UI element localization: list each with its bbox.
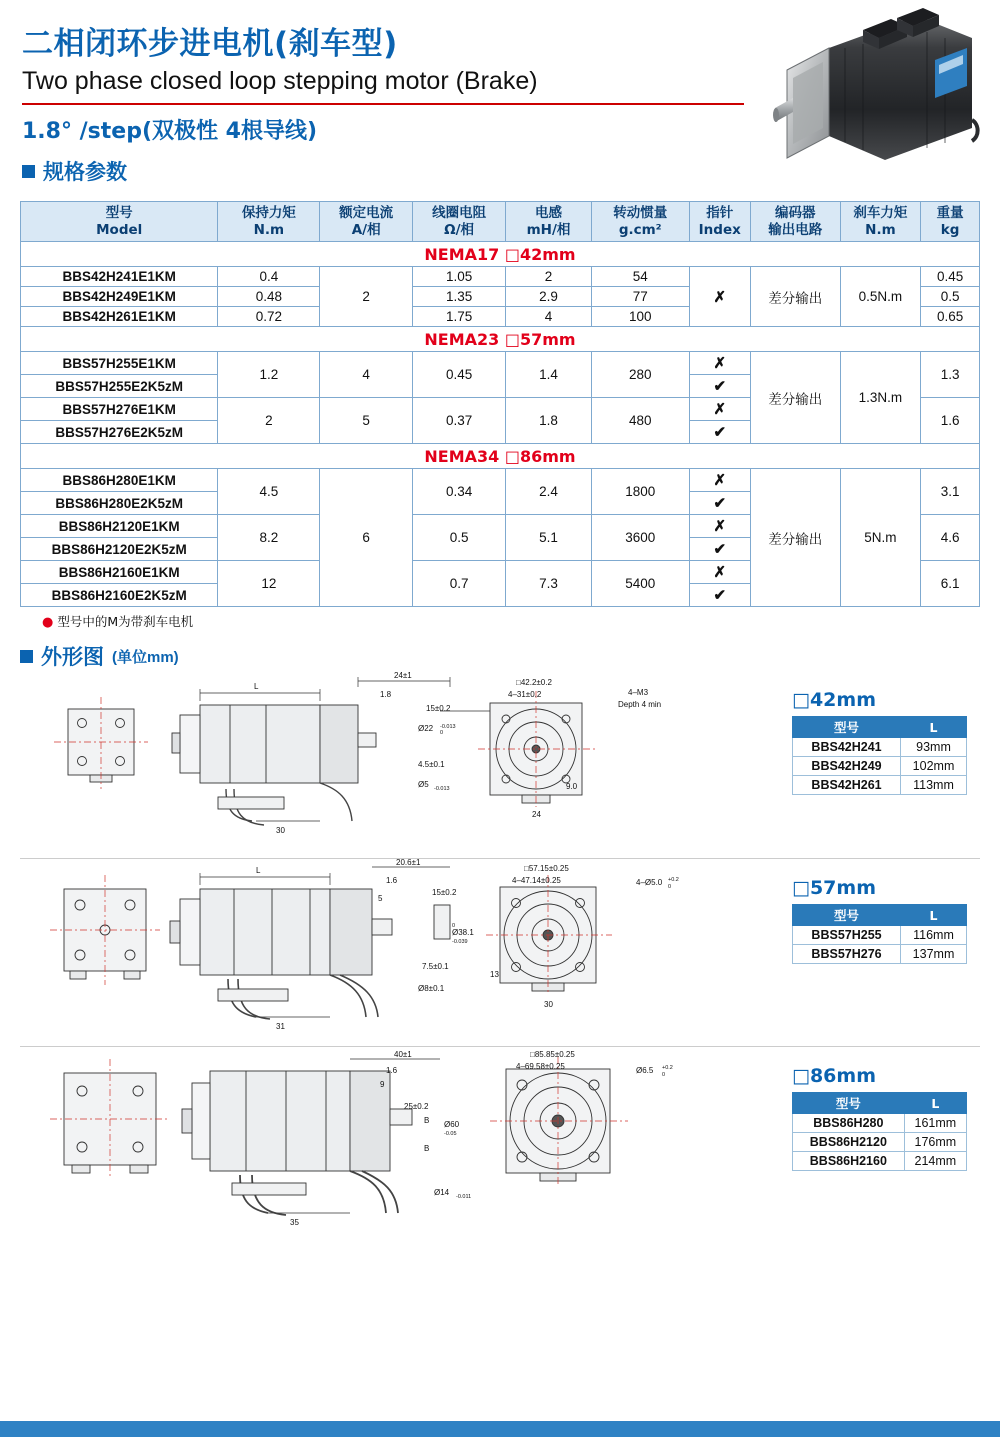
cell-index: ✔ [689,375,750,398]
drawing-block-42 [20,671,980,859]
size-panel-42 [792,689,972,795]
cell-weight: 1.6 [921,398,980,444]
cell-model: BBS86H280E1KM [21,469,218,492]
cell-model: BBS86H2120E2K5zM [21,538,218,561]
size-row [793,1114,967,1133]
svg-text:9: 9 [380,1080,385,1089]
cell-torque: 4.5 [218,469,320,515]
svg-text:Ø8±0.1: Ø8±0.1 [418,984,445,993]
svg-text:□42.2±0.2: □42.2±0.2 [516,678,552,687]
cell-model: BBS42H241E1KM [21,267,218,287]
svg-text:25±0.2: 25±0.2 [404,1102,429,1111]
svg-text:24: 24 [532,810,541,819]
cell-inertia: 480 [591,398,689,444]
svg-text:4–47.14±0.25: 4–47.14±0.25 [512,876,561,885]
cell-encoder: 差分输出 [750,352,840,444]
cell-inertia: 1800 [591,469,689,515]
size-row [793,945,967,964]
cell-model: BBS57H276E1KM [21,398,218,421]
section-header-outline [20,641,980,671]
svg-text:L: L [256,866,261,875]
svg-text:40±1: 40±1 [394,1050,412,1059]
outline-drawings [0,671,1000,1235]
size-length: 113mm [901,776,967,795]
svg-text:Ø60: Ø60 [444,1120,460,1129]
col-rated-current: 额定电流 A/相 [320,202,413,242]
cell-model: BBS42H249E1KM [21,287,218,307]
cell-weight: 1.3 [921,352,980,398]
svg-text:15±0.2: 15±0.2 [426,704,451,713]
cell-model: BBS57H276E2K5zM [21,421,218,444]
spec-table-head [21,202,980,242]
size-model: BBS57H255 [793,926,901,945]
cell-inertia: 77 [591,287,689,307]
col-resistance: 线圈电阻 Ω/相 [413,202,506,242]
size-model: BBS86H280 [793,1114,905,1133]
svg-text:4.5±0.1: 4.5±0.1 [418,760,445,769]
cell-brake: 0.5N.m [840,267,921,327]
spec-table-body [21,242,980,607]
cell-index: ✔ [689,421,750,444]
cell-model: BBS86H280E2K5zM [21,492,218,515]
cell-resistance: 0.7 [413,561,506,607]
svg-text:5: 5 [378,894,383,903]
cell-inertia: 3600 [591,515,689,561]
svg-text:Ø6.5: Ø6.5 [636,1066,654,1075]
svg-text:□85.85±0.25: □85.85±0.25 [530,1050,575,1059]
size-length: 161mm [904,1114,966,1133]
size-length: 137mm [901,945,967,964]
svg-text:B: B [424,1144,430,1153]
size-row [793,776,967,795]
size-table-57 [792,904,967,964]
svg-text:0: 0 [668,884,672,890]
svg-text:Ø5: Ø5 [418,780,429,789]
size-title-86: □86mm [792,1065,876,1087]
size-length: 214mm [904,1152,966,1171]
svg-text:4–Ø5.0: 4–Ø5.0 [636,878,663,887]
svg-text:30: 30 [276,826,285,835]
svg-text:7.5±0.1: 7.5±0.1 [422,962,449,971]
group-header-row [21,242,980,267]
group-label-nema23: NEMA23 □57mm [21,327,980,352]
drawing-block-57 [20,859,980,1047]
svg-text:4–69.58±0.25: 4–69.58±0.25 [516,1062,565,1071]
svg-text:4–31±0.2: 4–31±0.2 [508,690,542,699]
cell-inductance: 2 [506,267,592,287]
svg-text:15±0.2: 15±0.2 [432,888,457,897]
svg-text:0: 0 [452,923,456,929]
cell-encoder: 差分输出 [750,267,840,327]
cell-resistance: 1.75 [413,307,506,327]
size-col-length: L [901,905,967,926]
size-col-model: 型号 [793,905,901,926]
cell-model: BBS86H2160E1KM [21,561,218,584]
cell-inertia: 280 [591,352,689,398]
cell-resistance: 0.37 [413,398,506,444]
cell-index: ✗ [689,515,750,538]
size-col-model: 型号 [793,717,901,738]
svg-text:Ø14: Ø14 [434,1188,450,1197]
col-weight: 重量 kg [921,202,980,242]
drawing-42-svg [20,671,750,859]
svg-text:+0.2: +0.2 [668,877,679,883]
cell-torque: 1.2 [218,352,320,398]
size-length: 116mm [901,926,967,945]
size-panel-86 [792,1065,972,1171]
drawing-57-svg [20,859,750,1047]
group-label-nema34: NEMA34 □86mm [21,444,980,469]
cell-model: BBS42H261E1KM [21,307,218,327]
cell-torque: 2 [218,398,320,444]
col-holding-torque: 保持力矩 N.m [218,202,320,242]
table-row [21,352,980,375]
size-row [793,1133,967,1152]
spec-table-wrap [0,201,1000,671]
group-header-row [21,327,980,352]
cell-resistance: 0.45 [413,352,506,398]
section-title-spec: 规格参数 [43,160,127,184]
size-model: BBS42H261 [793,776,901,795]
cell-current: 5 [320,398,413,444]
cell-index: ✗ [689,469,750,492]
col-inertia: 转动惯量 g.cm² [591,202,689,242]
cell-current: 2 [320,267,413,327]
cell-index: ✔ [689,584,750,607]
col-brake-torque: 刹车力矩 N.m [840,202,921,242]
size-model: BBS86H2160 [793,1152,905,1171]
svg-text:0: 0 [440,730,444,736]
cell-weight: 6.1 [921,561,980,607]
table-row [21,469,980,492]
cell-inductance: 5.1 [506,515,592,561]
cell-brake: 5N.m [840,469,921,607]
cell-inductance: 2.4 [506,469,592,515]
cell-index: ✗ [689,267,750,327]
size-model: BBS42H241 [793,738,901,757]
cell-model: BBS86H2160E2K5zM [21,584,218,607]
bullet-square-icon [22,165,35,178]
svg-text:35: 35 [290,1218,299,1227]
cell-weight: 0.65 [921,307,980,327]
footer-bar [0,1421,1000,1437]
cell-encoder: 差分输出 [750,469,840,607]
svg-text:9.0: 9.0 [566,782,578,791]
cell-inductance: 1.4 [506,352,592,398]
svg-text:1.8: 1.8 [380,690,392,699]
svg-text:13: 13 [490,970,499,979]
cell-inertia: 54 [591,267,689,287]
size-model: BBS86H2120 [793,1133,905,1152]
col-model: 型号 Model [21,202,218,242]
table-row [21,267,980,287]
size-row [793,1152,967,1171]
svg-text:20.6±1: 20.6±1 [396,859,421,867]
section-title-outline-unit: (单位mm) [112,648,179,666]
cell-current: 6 [320,469,413,607]
svg-text:1.6: 1.6 [386,876,398,885]
size-table-42 [792,716,967,795]
svg-text:+0.2: +0.2 [662,1065,673,1071]
svg-text:Ø22: Ø22 [418,724,434,733]
cell-index: ✔ [689,492,750,515]
svg-text:31: 31 [276,1022,285,1031]
page-header [0,0,1000,195]
svg-text:4–M3: 4–M3 [628,688,649,697]
size-panel-57 [792,877,972,964]
cell-weight: 0.5 [921,287,980,307]
cell-model: BBS57H255E1KM [21,352,218,375]
spec-table [20,201,980,607]
cell-weight: 0.45 [921,267,980,287]
cell-index: ✗ [689,398,750,421]
size-col-model: 型号 [793,1093,905,1114]
col-encoder: 编码器 输出电路 [750,202,840,242]
cell-torque: 0.4 [218,267,320,287]
svg-text:0: 0 [662,1072,666,1078]
svg-text:30: 30 [544,1000,553,1009]
cell-inertia: 5400 [591,561,689,607]
motor-photo [767,8,982,198]
bullet-square-icon [20,650,33,663]
cell-torque: 0.72 [218,307,320,327]
size-length: 176mm [904,1133,966,1152]
size-row [793,926,967,945]
group-header-row [21,444,980,469]
size-table-86 [792,1092,967,1171]
cell-model: BBS57H255E2K5zM [21,375,218,398]
cell-torque: 8.2 [218,515,320,561]
cell-inertia: 100 [591,307,689,327]
cell-index: ✗ [689,352,750,375]
svg-text:-0.039: -0.039 [452,939,468,945]
svg-text:24±1: 24±1 [394,671,412,680]
drawing-block-86 [20,1047,980,1235]
size-row [793,738,967,757]
svg-text:-0.011: -0.011 [456,1194,472,1200]
page-title-cn: 二相闭环步进电机(刹车型) [22,26,398,62]
svg-text:-0.013: -0.013 [434,786,450,792]
size-model: BBS42H249 [793,757,901,776]
cell-inductance: 1.8 [506,398,592,444]
spec-footnote-text: 型号中的M为带刹车电机 [57,614,194,629]
page-title-en: Two phase closed loop stepping motor (Brake) [22,67,538,95]
size-title-42: □42mm [792,689,876,711]
cell-resistance: 0.5 [413,515,506,561]
size-length: 102mm [901,757,967,776]
drawing-86-svg [20,1047,750,1235]
title-divider [22,103,744,105]
size-col-length: L [901,717,967,738]
cell-torque: 12 [218,561,320,607]
svg-text:Depth 4 min: Depth 4 min [618,700,662,709]
bullet-dot-icon: ● [42,615,54,630]
cell-torque: 0.48 [218,287,320,307]
svg-text:-0.013: -0.013 [440,724,456,730]
svg-text:□57.15±0.25: □57.15±0.25 [524,864,569,873]
size-title-57: □57mm [792,877,876,899]
col-index: 指针 Index [689,202,750,242]
size-row [793,757,967,776]
cell-resistance: 0.34 [413,469,506,515]
size-length: 93mm [901,738,967,757]
cell-inductance: 2.9 [506,287,592,307]
cell-resistance: 1.05 [413,267,506,287]
svg-text:-0.05: -0.05 [444,1131,457,1137]
cell-resistance: 1.35 [413,287,506,307]
size-model: BBS57H276 [793,945,901,964]
cell-index: ✔ [689,538,750,561]
cell-index: ✗ [689,561,750,584]
size-col-length: L [904,1093,966,1114]
page-subtitle: 1.8° /step(双极性 4根导线) [22,119,318,144]
svg-text:1.6: 1.6 [386,1066,398,1075]
svg-text:L: L [254,682,259,691]
svg-text:Ø38.1: Ø38.1 [452,928,474,937]
cell-current: 4 [320,352,413,398]
cell-inductance: 4 [506,307,592,327]
cell-brake: 1.3N.m [840,352,921,444]
cell-inductance: 7.3 [506,561,592,607]
section-title-outline: 外形图 [41,645,104,669]
cell-weight: 3.1 [921,469,980,515]
spec-footnote [42,612,980,630]
cell-weight: 4.6 [921,515,980,561]
group-label-nema17: NEMA17 □42mm [21,242,980,267]
col-inductance: 电感 mH/相 [506,202,592,242]
svg-text:B: B [424,1116,430,1125]
cell-model: BBS86H2120E1KM [21,515,218,538]
